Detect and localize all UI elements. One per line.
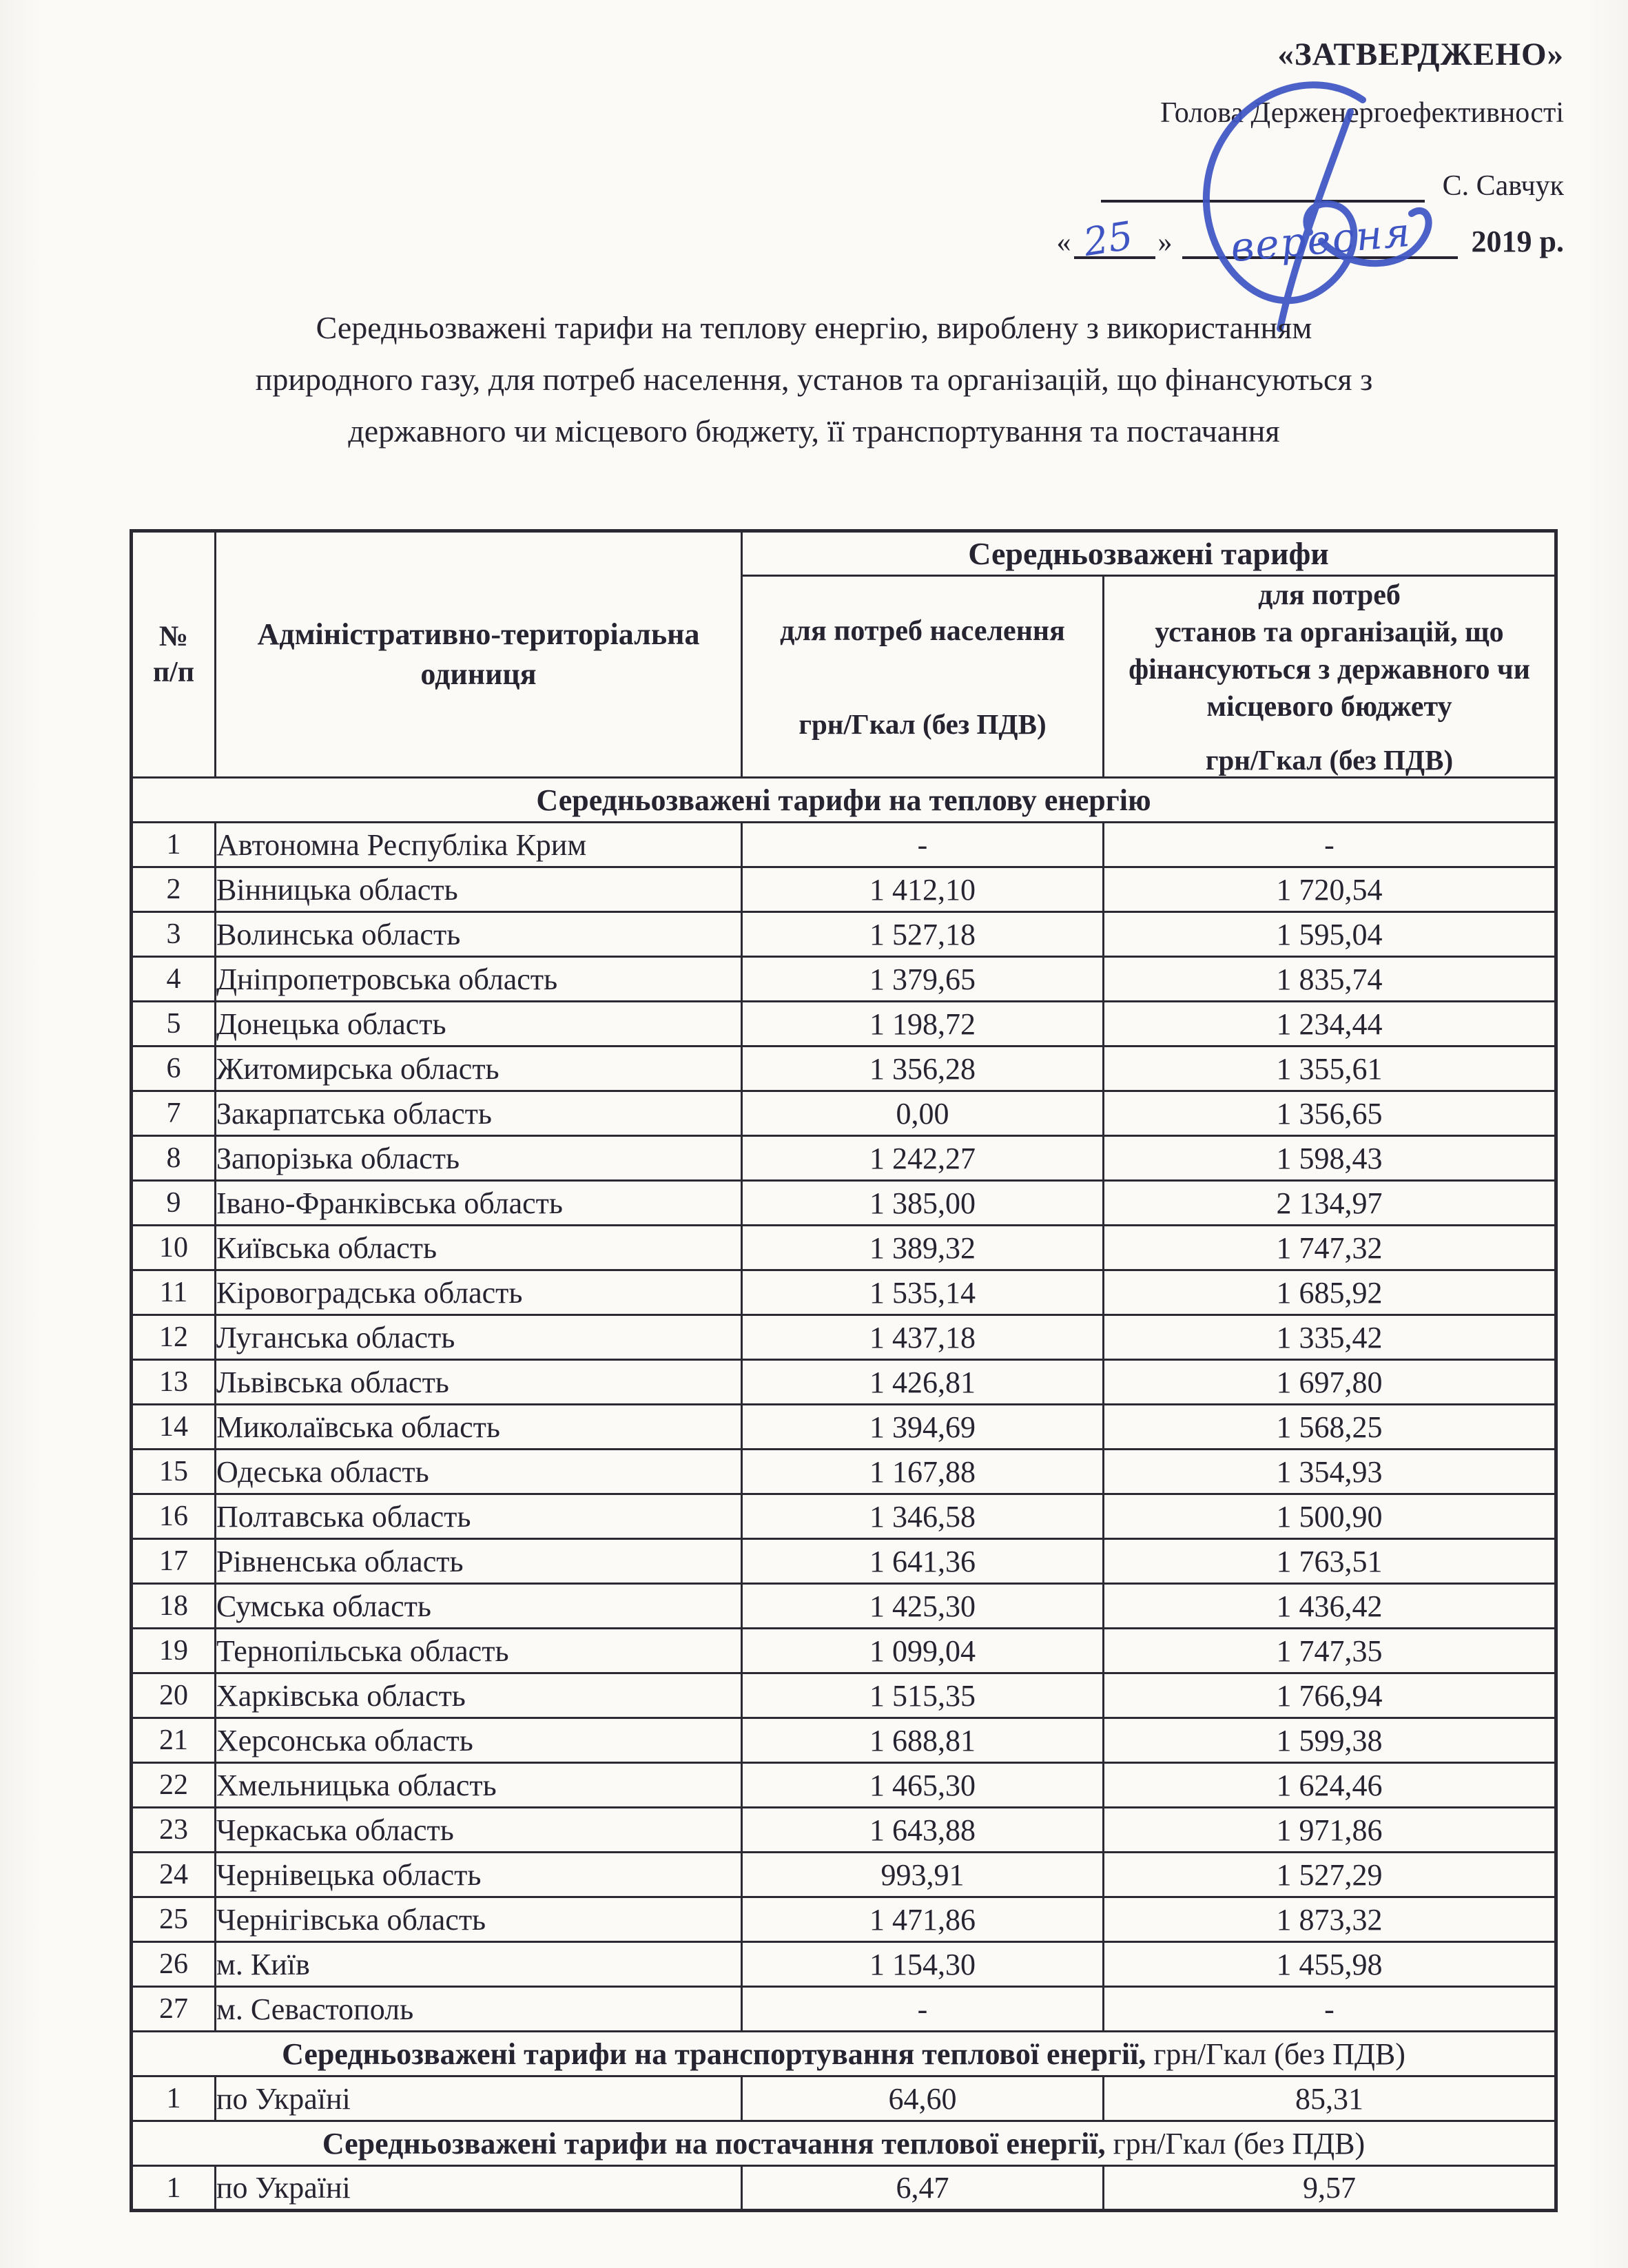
region-name: Дніпропетровська область	[216, 957, 742, 1002]
title-line: державного чи місцевого бюджету, її транспортування та постачання	[348, 413, 1280, 449]
organizations-tariff: 1 234,44	[1104, 1002, 1556, 1047]
row-number: 7	[132, 1091, 216, 1136]
population-tariff: 1 242,27	[742, 1136, 1104, 1181]
organizations-tariff: 1 971,86	[1104, 1808, 1556, 1853]
row-number: 5	[132, 1002, 216, 1047]
population-tariff: 1 527,18	[742, 912, 1104, 957]
population-tariff: 993,91	[742, 1853, 1104, 1897]
title-line: природного газу, для потреб населення, установ та організацій, що фінансуються з	[255, 362, 1373, 397]
table-row	[132, 1539, 1556, 1584]
population-tariff: -	[742, 1987, 1104, 2032]
organizations-tariff: 2 134,97	[1104, 1181, 1556, 1226]
organizations-tariff: 1 595,04	[1104, 912, 1556, 957]
title-line: Середньозважені тарифи на теплову енергію, вироблену з використанням	[316, 310, 1312, 345]
row-number: 22	[132, 1763, 216, 1808]
row-number: 20	[132, 1673, 216, 1718]
table-row	[132, 957, 1556, 1002]
organizations-tariff: 1 335,42	[1104, 1315, 1556, 1360]
col-header-number: № п/п	[132, 531, 216, 778]
population-tariff: 1 643,88	[742, 1808, 1104, 1853]
region-name: Полтавська область	[216, 1494, 742, 1539]
organizations-tariff: 85,31	[1104, 2076, 1556, 2121]
row-number: 3	[132, 912, 216, 957]
row-number: 10	[132, 1226, 216, 1270]
population-tariff: 1 356,28	[742, 1047, 1104, 1091]
population-tariff: 1 641,36	[742, 1539, 1104, 1584]
row-number: 24	[132, 1853, 216, 1897]
section-title: Середньозважені тарифи на транспортування теплової енергії, грн/Гкал (без ПДВ)	[132, 2032, 1556, 2076]
signatory-name: С. Савчук	[1442, 170, 1564, 202]
population-tariff: 1 198,72	[742, 1002, 1104, 1047]
tariff-table	[130, 529, 1558, 2212]
table-row	[132, 1808, 1556, 1853]
table-row	[132, 1494, 1556, 1539]
region-name: Херсонська область	[216, 1718, 742, 1763]
col-header-region: Адміністративно-територіальна одиниця	[216, 531, 742, 778]
row-number: 25	[132, 1897, 216, 1942]
organizations-tariff: 1 685,92	[1104, 1270, 1556, 1315]
section-title: Середньозважені тарифи на теплову енергію	[132, 778, 1556, 823]
organizations-tariff: 1 354,93	[1104, 1450, 1556, 1494]
population-tariff: 64,60	[742, 2076, 1104, 2121]
organizations-tariff: 1 624,46	[1104, 1763, 1556, 1808]
organizations-tariff: 1 747,32	[1104, 1226, 1556, 1270]
handwritten-month: вересня	[1228, 208, 1413, 271]
organizations-tariff: 1 527,29	[1104, 1853, 1556, 1897]
table-row	[132, 1002, 1556, 1047]
region-name: Закарпатська область	[216, 1091, 742, 1136]
region-name: м. Київ	[216, 1942, 742, 1987]
region-name: Рівненська область	[216, 1539, 742, 1584]
row-number: 9	[132, 1181, 216, 1226]
col-header-group: Середньозважені тарифи	[742, 531, 1556, 576]
population-tariff: 1 389,32	[742, 1226, 1104, 1270]
date-day-underline	[1074, 213, 1155, 266]
region-name: м. Севастополь	[216, 1987, 742, 2032]
organizations-tariff: 1 500,90	[1104, 1494, 1556, 1539]
organizations-tariff: 1 835,74	[1104, 957, 1556, 1002]
approval-block	[1056, 36, 1564, 271]
quote-close: »	[1157, 227, 1173, 258]
table-row	[132, 1091, 1556, 1136]
date-month-underline	[1182, 208, 1458, 271]
organizations-tariff: 1 356,65	[1104, 1091, 1556, 1136]
organizations-tariff: 1 873,32	[1104, 1897, 1556, 1942]
organizations-tariff: 1 599,38	[1104, 1718, 1556, 1763]
row-number: 27	[132, 1987, 216, 2032]
region-name: Львівська область	[216, 1360, 742, 1405]
table-row	[132, 823, 1556, 867]
table-row	[132, 912, 1556, 957]
table-row	[132, 1315, 1556, 1360]
col-header-population: для потреб населення грн/Гкал (без ПДВ)	[742, 576, 1104, 778]
population-tariff: 1 437,18	[742, 1315, 1104, 1360]
region-name: Черкаська область	[216, 1808, 742, 1853]
row-number: 16	[132, 1494, 216, 1539]
region-name: Одеська область	[216, 1450, 742, 1494]
region-name: Миколаївська область	[216, 1405, 742, 1450]
population-tariff: 1 412,10	[742, 867, 1104, 912]
table-row	[132, 1763, 1556, 1808]
approved-stamp: «ЗАТВЕРДЖЕНО»	[1277, 37, 1564, 72]
organizations-tariff: 1 568,25	[1104, 1405, 1556, 1450]
table-row	[132, 1360, 1556, 1405]
date-line	[1056, 208, 1564, 271]
population-tariff: 1 379,65	[742, 957, 1104, 1002]
region-name: Івано-Франківська область	[216, 1181, 742, 1226]
region-name: Кіровоградська область	[216, 1270, 742, 1315]
region-name: по Україні	[216, 2166, 742, 2211]
organizations-tariff: 1 455,98	[1104, 1942, 1556, 1987]
row-number: 19	[132, 1629, 216, 1673]
organizations-tariff: 1 720,54	[1104, 867, 1556, 912]
region-name: Тернопільська область	[216, 1629, 742, 1673]
table-row	[132, 1584, 1556, 1629]
table-row	[132, 1181, 1556, 1226]
region-name: Київська область	[216, 1226, 742, 1270]
row-number: 13	[132, 1360, 216, 1405]
table-row	[132, 1629, 1556, 1673]
organizations-tariff: 1 697,80	[1104, 1360, 1556, 1405]
region-name: Вінницька область	[216, 867, 742, 912]
table-row	[132, 1942, 1556, 1987]
signature-underline	[1101, 165, 1425, 203]
organizations-tariff: 1 766,94	[1104, 1673, 1556, 1718]
region-name: Харківська область	[216, 1673, 742, 1718]
document-title	[0, 302, 1628, 457]
table-row	[132, 1405, 1556, 1450]
row-number: 23	[132, 1808, 216, 1853]
organizations-tariff: 1 763,51	[1104, 1539, 1556, 1584]
population-tariff: 6,47	[742, 2166, 1104, 2211]
population-tariff: 1 471,86	[742, 1897, 1104, 1942]
row-number: 18	[132, 1584, 216, 1629]
table-row	[132, 2166, 1556, 2211]
table-row	[132, 1226, 1556, 1270]
table-row	[132, 2076, 1556, 2121]
approver-position: Голова Держенергоефективності	[1160, 97, 1564, 129]
col-header-organizations: для потреб установ та організацій, що фінансуються з державного чи місцевого бюджету грн/Гкал (без ПДВ)	[1104, 576, 1556, 778]
table-row	[132, 1853, 1556, 1897]
row-number: 12	[132, 1315, 216, 1360]
row-number: 4	[132, 957, 216, 1002]
region-name: Луганська область	[216, 1315, 742, 1360]
population-tariff: 1 167,88	[742, 1450, 1104, 1494]
population-tariff: 1 346,58	[742, 1494, 1104, 1539]
organizations-tariff: 9,57	[1104, 2166, 1556, 2211]
table-row	[132, 1987, 1556, 2032]
population-tariff: 1 425,30	[742, 1584, 1104, 1629]
quote-open: «	[1056, 227, 1071, 258]
table-row	[132, 1270, 1556, 1315]
row-number: 1	[132, 823, 216, 867]
row-number: 1	[132, 2076, 216, 2121]
organizations-tariff: 1 436,42	[1104, 1584, 1556, 1629]
table-row	[132, 1673, 1556, 1718]
region-name: Хмельницька область	[216, 1763, 742, 1808]
row-number: 21	[132, 1718, 216, 1763]
organizations-tariff: 1 747,35	[1104, 1629, 1556, 1673]
table-row	[132, 1047, 1556, 1091]
region-name: Житомирська область	[216, 1047, 742, 1091]
organizations-tariff: 1 355,61	[1104, 1047, 1556, 1091]
region-name: Запорізька область	[216, 1136, 742, 1181]
tariff-table-body	[132, 778, 1556, 2211]
population-tariff: 1 385,00	[742, 1181, 1104, 1226]
region-name: Донецька область	[216, 1002, 742, 1047]
row-number: 1	[132, 2166, 216, 2211]
organizations-tariff: -	[1104, 1987, 1556, 2032]
population-tariff: 0,00	[742, 1091, 1104, 1136]
population-tariff: 1 099,04	[742, 1629, 1104, 1673]
row-number: 6	[132, 1047, 216, 1091]
population-tariff: 1 154,30	[742, 1942, 1104, 1987]
table-row	[132, 1136, 1556, 1181]
table-row	[132, 867, 1556, 912]
region-name: Автономна Республіка Крим	[216, 823, 742, 867]
row-number: 8	[132, 1136, 216, 1181]
row-number: 15	[132, 1450, 216, 1494]
population-tariff: 1 426,81	[742, 1360, 1104, 1405]
population-tariff: 1 688,81	[742, 1718, 1104, 1763]
row-number: 26	[132, 1942, 216, 1987]
row-number: 11	[132, 1270, 216, 1315]
region-name: Волинська область	[216, 912, 742, 957]
handwritten-day: 25	[1080, 213, 1136, 266]
population-tariff: -	[742, 823, 1104, 867]
region-name: Сумська область	[216, 1584, 742, 1629]
row-number: 2	[132, 867, 216, 912]
date-year: 2019 р.	[1471, 225, 1564, 258]
population-tariff: 1 465,30	[742, 1763, 1104, 1808]
region-name: Чернівецька область	[216, 1853, 742, 1897]
table-row	[132, 1897, 1556, 1942]
row-number: 17	[132, 1539, 216, 1584]
row-number: 14	[132, 1405, 216, 1450]
signature-line	[1057, 165, 1564, 203]
region-name: Чернігівська область	[216, 1897, 742, 1942]
region-name: по Україні	[216, 2076, 742, 2121]
population-tariff: 1 535,14	[742, 1270, 1104, 1315]
table-row	[132, 1450, 1556, 1494]
population-tariff: 1 394,69	[742, 1405, 1104, 1450]
population-tariff: 1 515,35	[742, 1673, 1104, 1718]
organizations-tariff: 1 598,43	[1104, 1136, 1556, 1181]
table-row	[132, 1718, 1556, 1763]
organizations-tariff: -	[1104, 823, 1556, 867]
section-title: Середньозважені тарифи на постачання теплової енергії, грн/Гкал (без ПДВ)	[132, 2121, 1556, 2166]
